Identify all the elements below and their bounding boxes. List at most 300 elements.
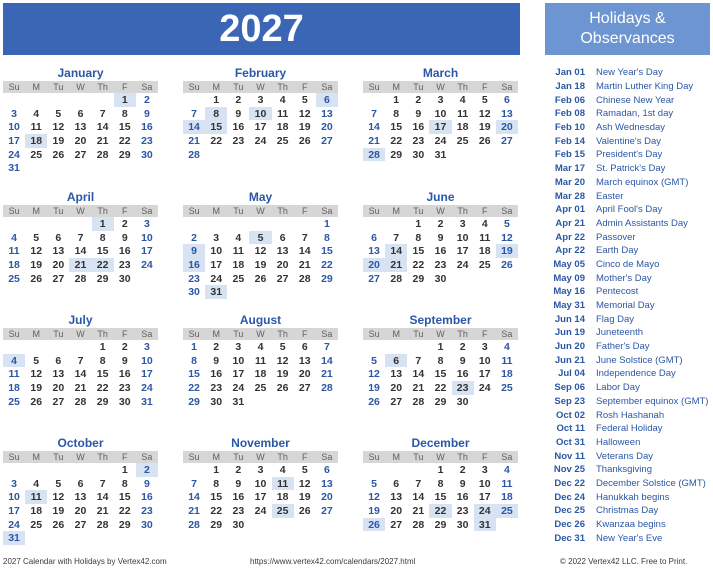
- date-cell: 12: [501, 231, 513, 244]
- holiday-date-cell: 11: [25, 490, 47, 504]
- holiday-name: March equinox (GMT): [596, 176, 689, 188]
- holiday-date: Feb 08: [554, 108, 585, 120]
- date-cell: 4: [459, 93, 466, 106]
- empty-cell: [25, 340, 47, 354]
- empty-cell: [205, 217, 227, 231]
- date-cell: 15: [118, 121, 131, 134]
- month-name: November: [231, 436, 290, 450]
- date-cell: 21: [74, 381, 87, 394]
- holiday-name: Veterans Day: [596, 450, 654, 462]
- day-grid: [363, 463, 518, 531]
- date-cell: 29: [412, 272, 425, 285]
- date-cell: 26: [254, 272, 267, 285]
- holiday-row: [545, 436, 713, 450]
- empty-cell: [385, 463, 407, 477]
- footer-copyright: © 2022 Vertex42 LLC. Free to Print.: [560, 557, 688, 566]
- empty-cell: [407, 340, 429, 354]
- date-cell: 3: [257, 93, 264, 106]
- holiday-row: [545, 395, 713, 409]
- date-cell: 23: [456, 504, 469, 517]
- date-cell: 10: [254, 477, 267, 490]
- date-cell: 16: [456, 491, 469, 504]
- date-cell: 1: [437, 340, 444, 353]
- holiday-date-cell: 25: [496, 504, 518, 518]
- empty-cell: [3, 340, 25, 354]
- date-cell: 17: [141, 368, 153, 381]
- weekday-label: W: [76, 329, 85, 339]
- month-february: [183, 66, 338, 161]
- date-cell: 5: [279, 340, 286, 353]
- holiday-row: [545, 271, 713, 285]
- holiday-name: Ash Wednesday: [596, 122, 666, 134]
- date-cell: 1: [213, 93, 220, 106]
- empty-cell: [69, 340, 91, 354]
- date-cell: 1: [415, 217, 422, 230]
- date-cell: 14: [368, 121, 380, 134]
- date-cell: 26: [298, 134, 311, 147]
- holiday-date: Oct 31: [555, 436, 585, 448]
- weekday-label: Sa: [141, 82, 153, 92]
- date-cell: 22: [412, 258, 425, 271]
- date-cell: 2: [235, 93, 242, 106]
- weekday-label: F: [122, 329, 128, 339]
- holiday-row: [545, 134, 713, 148]
- date-cell: 9: [143, 477, 150, 490]
- date-cell: 21: [188, 504, 200, 517]
- weekday-label: Sa: [321, 452, 333, 462]
- holiday-row: [545, 148, 713, 162]
- weekday-label: Su: [188, 329, 200, 339]
- weekday-label: M: [392, 82, 400, 92]
- date-cell: 10: [141, 354, 153, 367]
- date-cell: 5: [371, 477, 377, 490]
- holiday-row: [545, 490, 713, 504]
- weekday-label: Su: [368, 452, 380, 462]
- empty-cell: [363, 93, 385, 107]
- holiday-date-cell: 6: [316, 93, 338, 107]
- date-cell: 23: [412, 134, 425, 147]
- date-cell: 3: [11, 477, 17, 490]
- weekday-label: F: [302, 329, 308, 339]
- date-cell: 10: [8, 121, 20, 134]
- weekday-label: Tu: [53, 452, 64, 462]
- date-cell: 11: [8, 368, 20, 381]
- empty-cell: [272, 217, 294, 231]
- date-cell: 8: [191, 354, 197, 367]
- holiday-date: Apr 22: [555, 245, 585, 257]
- weekday-label: Tu: [53, 82, 64, 92]
- empty-cell: [294, 217, 316, 231]
- date-cell: 24: [8, 148, 20, 161]
- month-name: March: [422, 66, 459, 80]
- date-cell: 29: [118, 518, 131, 531]
- holiday-date-cell: 26: [363, 518, 385, 532]
- month-name: August: [239, 313, 282, 327]
- weekday-label: Su: [8, 82, 20, 92]
- date-cell: 28: [188, 518, 200, 531]
- date-cell: 24: [254, 134, 267, 147]
- date-cell: 30: [412, 148, 425, 161]
- date-cell: 5: [301, 463, 308, 476]
- date-cell: 18: [478, 245, 491, 258]
- weekday-label: F: [482, 329, 488, 339]
- date-cell: 30: [118, 395, 131, 408]
- date-cell: 6: [301, 340, 308, 353]
- date-cell: 26: [30, 395, 43, 408]
- holiday-row: [545, 531, 713, 545]
- date-cell: 27: [390, 518, 403, 531]
- date-cell: 2: [121, 340, 128, 353]
- holiday-row: [545, 107, 713, 121]
- date-cell: 13: [74, 121, 87, 134]
- holiday-row: [545, 285, 713, 299]
- date-cell: 25: [30, 518, 43, 531]
- date-cell: 18: [30, 504, 43, 517]
- date-cell: 27: [52, 272, 65, 285]
- date-cell: 3: [459, 217, 466, 230]
- holiday-date: Jun 14: [554, 313, 585, 325]
- date-cell: 27: [321, 134, 333, 147]
- weekday-label: F: [302, 206, 308, 216]
- date-cell: 8: [415, 231, 422, 244]
- date-cell: 28: [96, 518, 109, 531]
- holiday-date: Dec 24: [554, 491, 585, 503]
- holiday-row: [545, 477, 713, 491]
- weekday-label: W: [436, 329, 445, 339]
- date-cell: 24: [478, 381, 491, 394]
- date-cell: 11: [501, 477, 513, 490]
- weekday-header: [3, 451, 158, 463]
- date-cell: 2: [459, 463, 466, 476]
- date-cell: 6: [77, 477, 84, 490]
- weekday-header: [363, 328, 518, 340]
- weekday-label: W: [436, 452, 445, 462]
- holiday-date-cell: 1: [114, 93, 136, 107]
- date-cell: 7: [191, 477, 197, 490]
- date-cell: 8: [121, 477, 128, 490]
- date-cell: 6: [393, 477, 400, 490]
- date-cell: 4: [33, 107, 40, 120]
- holiday-name: Juneteenth: [596, 327, 644, 339]
- date-cell: 10: [8, 491, 20, 504]
- holiday-name: President's Day: [596, 149, 663, 161]
- date-cell: 27: [390, 395, 403, 408]
- year-title: 2027: [3, 3, 520, 55]
- holiday-name: December Solstice (GMT): [596, 477, 706, 489]
- date-cell: 9: [235, 107, 242, 120]
- date-cell: 22: [118, 504, 131, 517]
- date-cell: 4: [503, 340, 510, 353]
- date-cell: 22: [118, 134, 131, 147]
- date-cell: 27: [501, 134, 513, 147]
- date-cell: 19: [478, 121, 491, 134]
- date-cell: 6: [55, 231, 62, 244]
- day-grid: [183, 93, 338, 161]
- empty-cell: [363, 217, 385, 231]
- date-cell: 28: [390, 272, 403, 285]
- empty-cell: [92, 93, 114, 107]
- date-cell: 12: [30, 368, 43, 381]
- day-grid: [183, 340, 338, 408]
- date-cell: 24: [141, 258, 153, 271]
- holiday-date-cell: 2: [136, 463, 158, 477]
- holiday-name: Labor Day: [596, 382, 640, 394]
- holiday-name: Rosh Hashanah: [596, 409, 665, 421]
- date-cell: 25: [276, 134, 289, 147]
- weekday-header: [183, 205, 338, 217]
- weekday-label: Th: [457, 206, 468, 216]
- date-cell: 16: [118, 368, 131, 381]
- date-cell: 30: [456, 395, 469, 408]
- holiday-row: [545, 463, 713, 477]
- date-cell: 13: [368, 245, 380, 258]
- date-cell: 28: [298, 272, 311, 285]
- date-cell: 15: [118, 491, 131, 504]
- date-cell: 1: [121, 463, 128, 476]
- empty-cell: [363, 463, 385, 477]
- date-cell: 30: [141, 148, 153, 161]
- date-cell: 14: [412, 368, 425, 381]
- date-cell: 12: [276, 354, 289, 367]
- date-cell: 24: [232, 381, 245, 394]
- holiday-row: [545, 258, 713, 272]
- day-grid: [363, 217, 518, 285]
- holiday-date: Mar 28: [554, 190, 585, 202]
- date-cell: 29: [434, 395, 447, 408]
- holiday-row: [545, 449, 713, 463]
- date-cell: 27: [368, 272, 380, 285]
- date-cell: 15: [210, 491, 223, 504]
- date-cell: 9: [143, 107, 150, 120]
- date-cell: 7: [301, 231, 308, 244]
- date-cell: 5: [503, 217, 510, 230]
- empty-cell: [227, 217, 249, 231]
- date-cell: 2: [121, 217, 128, 230]
- holiday-row: [545, 66, 713, 80]
- holiday-name: Halloween: [596, 436, 641, 448]
- date-cell: 6: [77, 107, 84, 120]
- date-cell: 22: [210, 504, 223, 517]
- holiday-date: Apr 22: [555, 231, 585, 243]
- date-cell: 17: [232, 368, 245, 381]
- date-cell: 10: [141, 231, 153, 244]
- date-cell: 17: [478, 491, 491, 504]
- weekday-label: Tu: [413, 82, 424, 92]
- date-cell: 2: [191, 231, 197, 244]
- weekday-label: M: [32, 206, 40, 216]
- date-cell: 27: [52, 395, 65, 408]
- date-cell: 24: [456, 258, 469, 271]
- date-cell: 21: [96, 134, 109, 147]
- holiday-date-cell: 18: [25, 134, 47, 148]
- date-cell: 18: [8, 381, 20, 394]
- date-cell: 27: [74, 518, 87, 531]
- date-cell: 24: [210, 272, 223, 285]
- date-cell: 25: [30, 148, 43, 161]
- date-cell: 25: [254, 381, 267, 394]
- footer-url[interactable]: https://www.vertex42.com/calendars/2027.html: [250, 557, 416, 566]
- date-cell: 2: [143, 93, 150, 106]
- holiday-date: Sep 06: [554, 382, 585, 394]
- date-cell: 17: [8, 504, 20, 517]
- date-cell: 6: [503, 93, 510, 106]
- date-cell: 23: [188, 272, 200, 285]
- empty-cell: [92, 463, 114, 477]
- date-cell: 7: [371, 107, 377, 120]
- empty-cell: [183, 217, 205, 231]
- date-cell: 7: [99, 107, 106, 120]
- holiday-row: [545, 244, 713, 258]
- date-cell: 23: [118, 381, 131, 394]
- holiday-date: Oct 11: [556, 423, 585, 435]
- date-cell: 29: [96, 272, 109, 285]
- empty-cell: [25, 463, 47, 477]
- weekday-label: F: [302, 82, 308, 92]
- weekday-label: F: [122, 452, 128, 462]
- holiday-row: [545, 353, 713, 367]
- holiday-name: Valentine's Day: [596, 135, 662, 147]
- month-august: [183, 313, 338, 408]
- date-cell: 31: [434, 148, 447, 161]
- weekday-label: M: [32, 329, 40, 339]
- weekday-label: M: [392, 452, 400, 462]
- date-cell: 30: [434, 272, 447, 285]
- holiday-name: Federal Holiday: [596, 423, 663, 435]
- date-cell: 17: [478, 368, 491, 381]
- weekday-label: W: [76, 206, 85, 216]
- date-cell: 9: [415, 107, 422, 120]
- day-grid: [183, 463, 338, 531]
- weekday-header: [183, 451, 338, 463]
- day-grid: [3, 217, 158, 285]
- weekday-label: M: [392, 329, 400, 339]
- date-cell: 26: [368, 395, 380, 408]
- date-cell: 5: [371, 354, 377, 367]
- holiday-date: Apr 21: [555, 217, 585, 229]
- holiday-date-cell: 22: [429, 504, 451, 518]
- month-name: September: [409, 313, 472, 327]
- day-grid: [183, 217, 338, 299]
- holiday-date-cell: 11: [272, 477, 294, 491]
- date-cell: 11: [232, 245, 244, 258]
- holiday-name: Ramadan, 1st day: [596, 108, 674, 120]
- date-cell: 22: [96, 381, 109, 394]
- weekday-label: Sa: [501, 452, 513, 462]
- date-cell: 3: [143, 217, 150, 230]
- date-cell: 23: [118, 258, 131, 271]
- date-cell: 20: [276, 258, 289, 271]
- date-cell: 2: [437, 217, 444, 230]
- date-cell: 1: [213, 463, 220, 476]
- date-cell: 26: [52, 148, 65, 161]
- holiday-row: [545, 162, 713, 176]
- holiday-date-cell: 15: [205, 120, 227, 134]
- date-cell: 27: [74, 148, 87, 161]
- date-cell: 20: [74, 134, 87, 147]
- date-cell: 11: [479, 231, 491, 244]
- holiday-name: Mother's Day: [596, 272, 652, 284]
- date-cell: 25: [478, 258, 491, 271]
- holiday-date: Feb 14: [554, 135, 585, 147]
- date-cell: 2: [459, 340, 466, 353]
- date-cell: 5: [33, 354, 40, 367]
- date-cell: 29: [96, 395, 109, 408]
- holiday-name: Christmas Day: [596, 505, 659, 517]
- weekday-label: Su: [188, 206, 200, 216]
- date-cell: 25: [456, 134, 469, 147]
- date-cell: 29: [210, 518, 223, 531]
- weekday-label: W: [256, 329, 265, 339]
- holiday-date: Dec 25: [554, 505, 585, 517]
- empty-cell: [25, 93, 47, 107]
- date-cell: 23: [232, 504, 245, 517]
- date-cell: 9: [213, 354, 220, 367]
- holiday-date: Jan 18: [555, 81, 585, 93]
- date-cell: 6: [279, 231, 286, 244]
- date-cell: 8: [437, 354, 444, 367]
- holiday-name: June Solstice (GMT): [596, 354, 683, 366]
- empty-cell: [249, 217, 271, 231]
- weekday-label: Th: [457, 329, 468, 339]
- holidays-title: Holidays & Observances: [545, 3, 710, 55]
- holiday-name: Earth Day: [596, 245, 639, 257]
- weekday-label: Su: [368, 82, 380, 92]
- holiday-date-cell: 31: [3, 531, 25, 545]
- date-cell: 3: [257, 463, 264, 476]
- date-cell: 18: [254, 368, 267, 381]
- holiday-date: Dec 26: [554, 519, 585, 531]
- date-cell: 12: [478, 107, 491, 120]
- holiday-name: Hanukkah begins: [596, 491, 670, 503]
- holiday-row: [545, 408, 713, 422]
- weekday-label: F: [482, 452, 488, 462]
- holiday-name: Pentecost: [596, 286, 639, 298]
- weekday-header: [183, 81, 338, 93]
- weekday-label: W: [256, 452, 265, 462]
- date-cell: 28: [74, 395, 87, 408]
- month-july: [3, 313, 158, 408]
- date-cell: 19: [276, 368, 289, 381]
- holiday-date-cell: 4: [3, 354, 25, 368]
- month-name: January: [57, 66, 104, 80]
- date-cell: 1: [437, 463, 444, 476]
- weekday-label: Tu: [233, 82, 244, 92]
- holiday-date: Jul 04: [558, 368, 585, 380]
- holiday-date: Jun 21: [554, 354, 585, 366]
- empty-cell: [407, 463, 429, 477]
- holiday-date-cell: 20: [363, 258, 385, 272]
- date-cell: 13: [321, 477, 333, 490]
- holiday-date-cell: 21: [385, 258, 407, 272]
- weekday-label: Su: [8, 329, 20, 339]
- date-cell: 30: [141, 518, 153, 531]
- empty-cell: [3, 93, 25, 107]
- holiday-row: [545, 80, 713, 94]
- weekday-label: Sa: [141, 206, 153, 216]
- weekday-label: F: [122, 82, 128, 92]
- holiday-date: Jan 01: [555, 67, 585, 79]
- date-cell: 16: [412, 121, 425, 134]
- holiday-date: Nov 11: [554, 450, 585, 462]
- date-cell: 31: [8, 162, 20, 175]
- weekday-label: W: [76, 452, 85, 462]
- date-cell: 9: [437, 231, 444, 244]
- date-cell: 3: [235, 340, 242, 353]
- date-cell: 10: [232, 354, 245, 367]
- holiday-date-cell: 31: [205, 285, 227, 299]
- date-cell: 22: [321, 258, 333, 271]
- date-cell: 18: [501, 491, 513, 504]
